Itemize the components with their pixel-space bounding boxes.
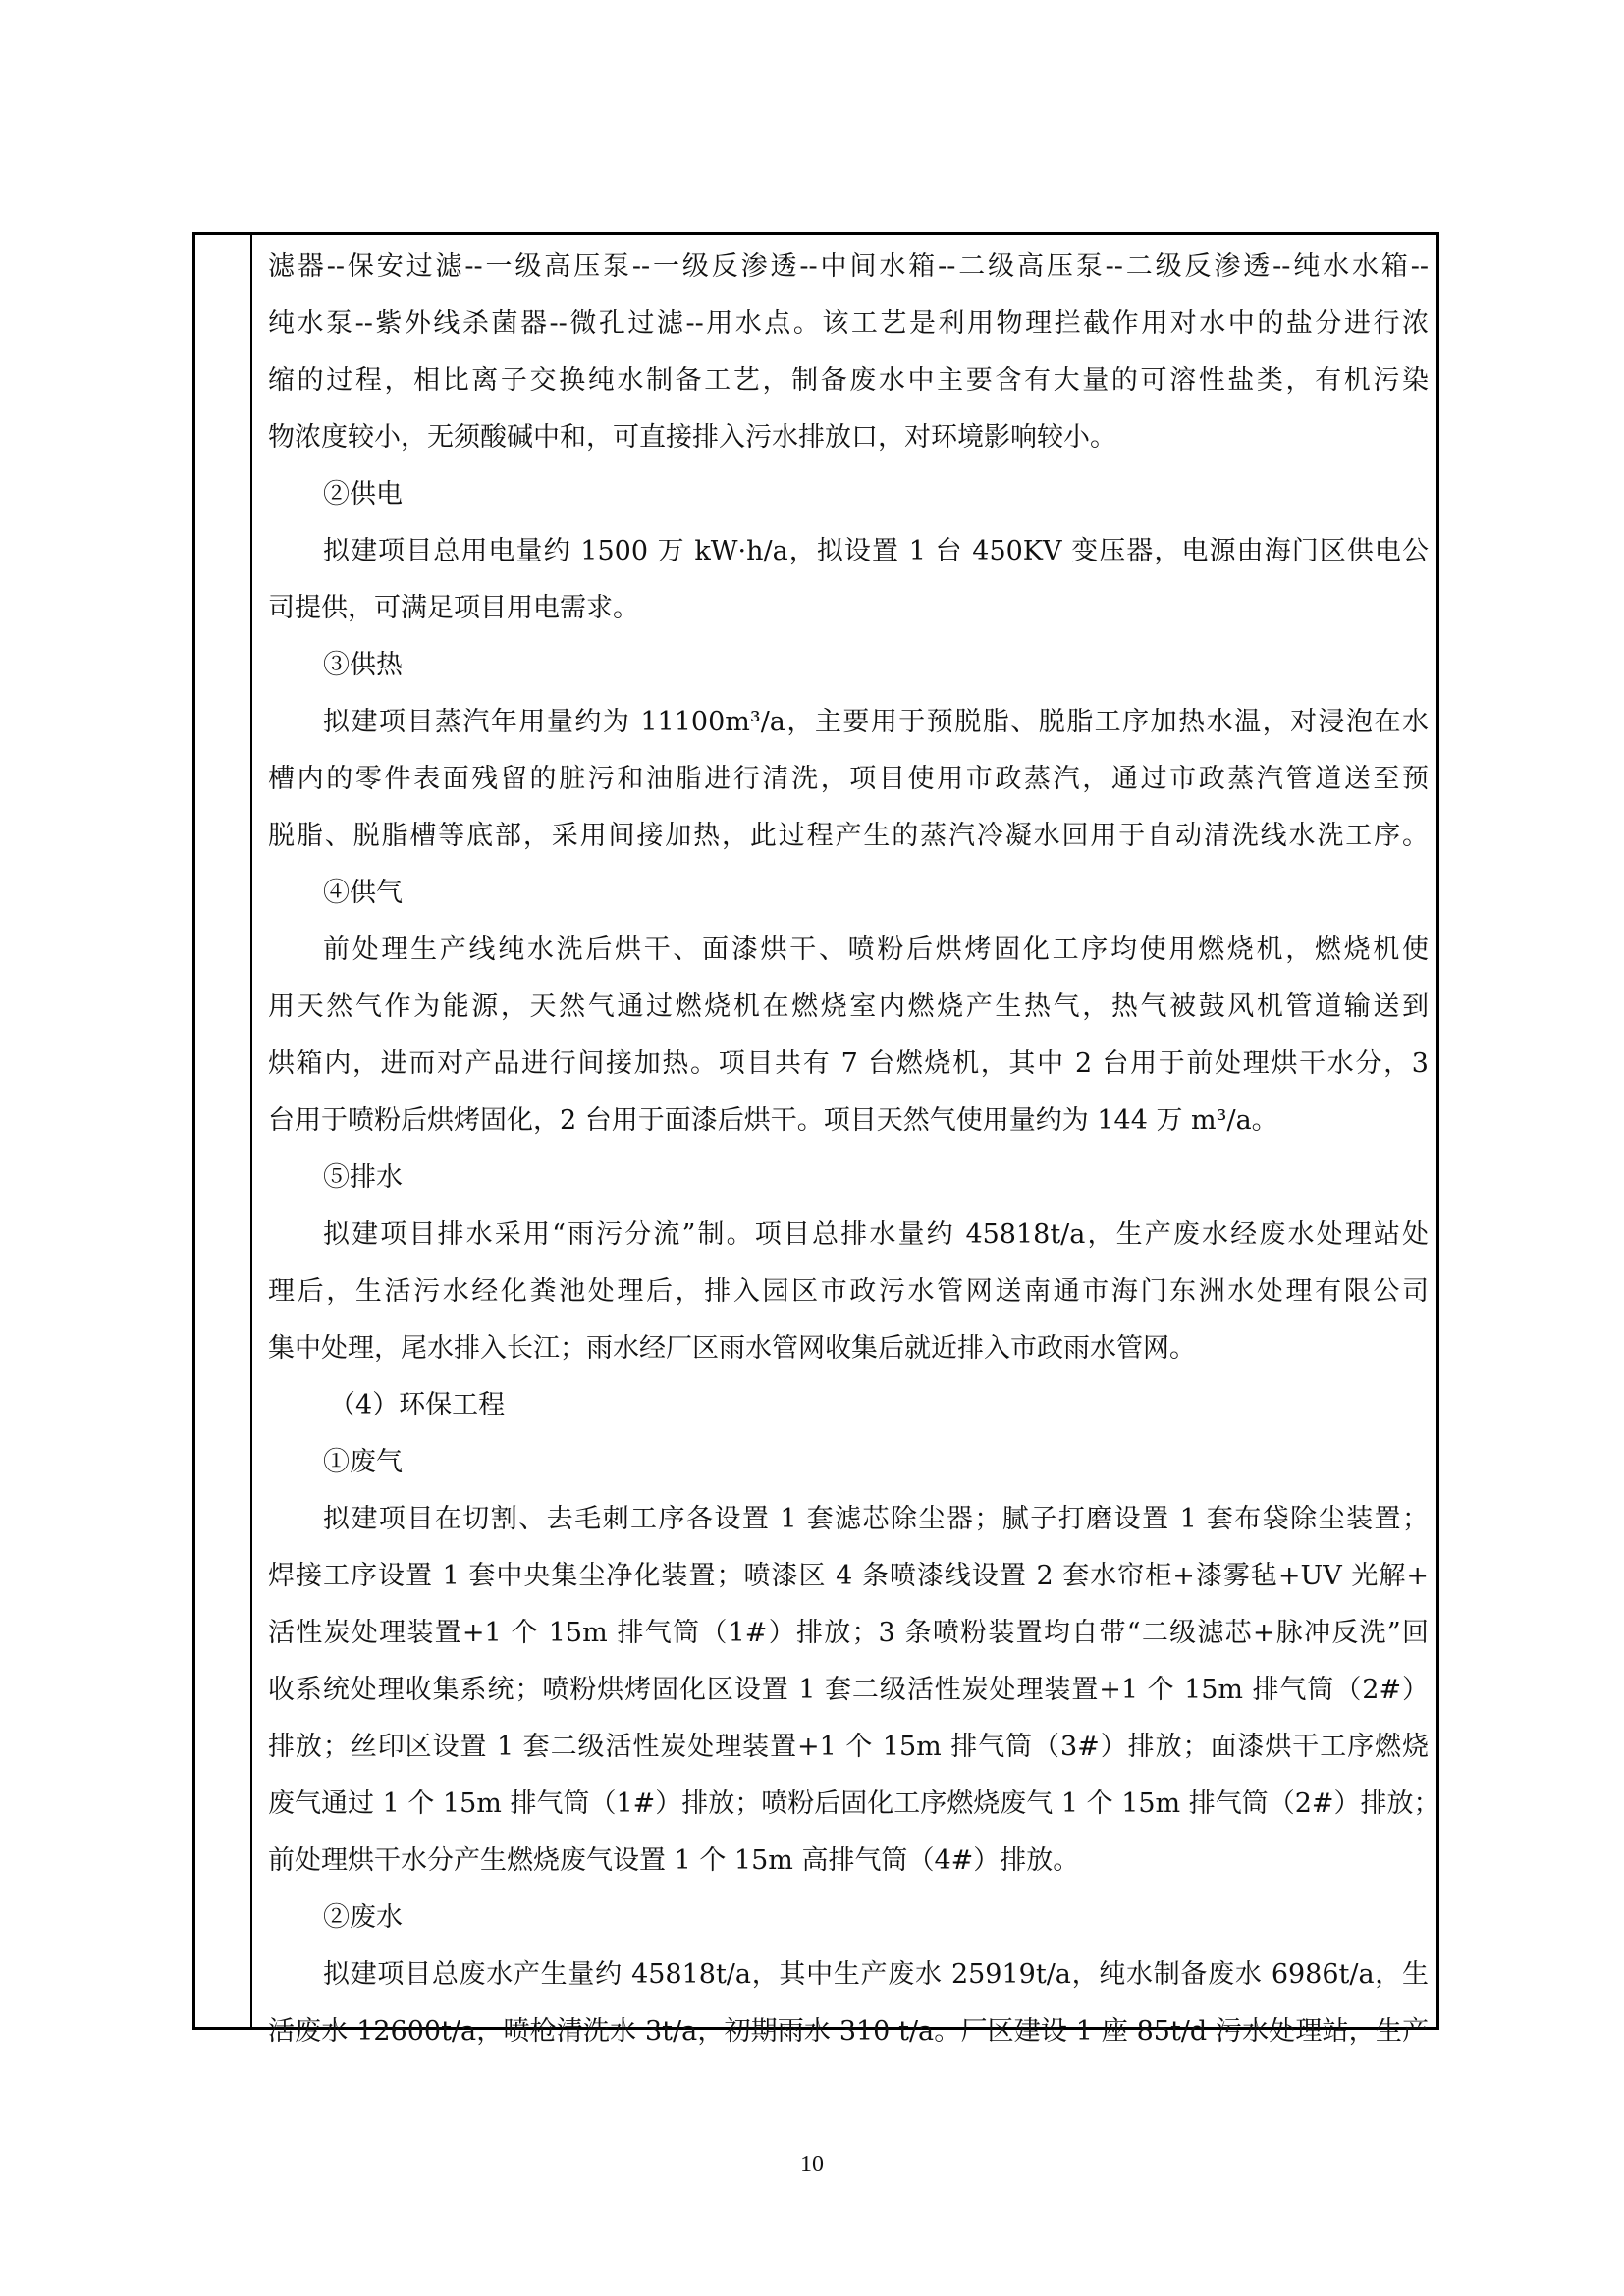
paragraph-line: 脱脂、脱脂槽等底部，采用间接加热，此过程产生的蒸汽冷凝水回用于自动清洗线水洗工序。: [268, 821, 1429, 851]
subsection-heading: （4）环保工程: [329, 1390, 506, 1420]
paragraph-line: 废气通过 1 个 15m 排气筒（1#）排放；喷粉后固化工序燃烧废气 1 个 15m 排气筒（2#）排放；: [268, 1789, 1440, 1819]
paragraph-line: 焊接工序设置 1 套中央集尘净化装置；喷漆区 4 条喷漆线设置 2 套水帘柜+漆雾毡+UV 光解+: [268, 1561, 1429, 1591]
paragraph-line: 拟建项目蒸汽年用量约为 11100m³/a，主要用于预脱脂、脱脂工序加热水温，对浸泡在水: [323, 707, 1429, 737]
document-table: [192, 232, 1440, 2047]
paragraph-line: 收系统处理收集系统；喷粉烘烤固化区设置 1 套二级活性炭处理装置+1 个 15m 排气筒（2#）: [268, 1675, 1429, 1705]
paragraph-line: 排放；丝印区设置 1 套二级活性炭处理装置+1 个 15m 排气筒（3#）排放；面漆烘干工序燃烧: [268, 1732, 1429, 1762]
section-heading: ②废水: [323, 1902, 403, 1933]
section-heading: ①废气: [323, 1447, 403, 1477]
paragraph-line: 拟建项目总废水产生量约 45818t/a，其中生产废水 25919t/a，纯水制备废水 6986t/a，生: [323, 1959, 1429, 1990]
paragraph-line: 滤器--保安过滤--一级高压泵--一级反渗透--中间水箱--二级高压泵--二级反渗透--纯水水箱--: [268, 251, 1429, 282]
section-heading: ④供气: [323, 878, 403, 908]
paragraph-line: 集中处理，尾水排入长江；雨水经厂区雨水管网收集后就近排入市政雨水管网。: [268, 1333, 1196, 1363]
paragraph-line: 用天然气作为能源，天然气通过燃烧机在燃烧室内燃烧产生热气，热气被鼓风机管道输送到: [268, 991, 1429, 1022]
paragraph-line: 槽内的零件表面残留的脏污和油脂进行清洗，项目使用市政蒸汽，通过市政蒸汽管道送至预: [268, 764, 1429, 794]
paragraph-line: 拟建项目总用电量约 1500 万 kW·h/a，拟设置 1 台 450KV 变压器，电源由海门区供电公: [323, 536, 1429, 566]
paragraph-line: 前处理烘干水分产生燃烧废气设置 1 个 15m 高排气筒（4#）排放。: [268, 1845, 1080, 1876]
paragraph-line: 物浓度较小，无须酸碱中和，可直接排入污水排放口，对环境影响较小。: [268, 422, 1116, 453]
paragraph-line: 前处理生产线纯水洗后烘干、面漆烘干、喷粉后烘烤固化工序均使用燃烧机，燃烧机使: [323, 934, 1429, 965]
paragraph-line: 纯水泵--紫外线杀菌器--微孔过滤--用水点。该工艺是利用物理拦截作用对水中的盐分进行浓: [268, 308, 1429, 339]
paragraph-line: 司提供，可满足项目用电需求。: [268, 593, 639, 623]
section-heading: ②供电: [323, 479, 403, 509]
paragraph-line: 缩的过程，相比离子交换纯水制备工艺，制备废水中主要含有大量的可溶性盐类，有机污染: [268, 365, 1429, 396]
paragraph-line: 烘箱内，进而对产品进行间接加热。项目共有 7 台燃烧机，其中 2 台用于前处理烘干水分，3: [268, 1048, 1429, 1079]
page-number: 10: [800, 2152, 824, 2177]
paragraph-line: 活废水 12600t/a，喷枪清洗水 3t/a，初期雨水 310 t/a。厂区建设 1 座 85t/d 污水处理站，生产: [268, 2016, 1429, 2047]
section-heading: ⑤排水: [323, 1162, 403, 1193]
paragraph-line: 拟建项目在切割、去毛刺工序各设置 1 套滤芯除尘器；腻子打磨设置 1 套布袋除尘装置；: [323, 1504, 1429, 1534]
paragraph-line: 拟建项目排水采用“雨污分流”制。项目总排水量约 45818t/a，生产废水经废水处理站处: [323, 1219, 1429, 1250]
paragraph-line: 活性炭处理装置+1 个 15m 排气筒（1#）排放；3 条喷粉装置均自带“二级滤芯+脉冲反洗”回: [268, 1618, 1429, 1648]
paragraph-line: 理后，生活污水经化粪池处理后，排入园区市政污水管网送南通市海门东洲水处理有限公司: [268, 1276, 1429, 1307]
left-label-column: [195, 235, 252, 2027]
paragraph-line: 台用于喷粉后烘烤固化，2 台用于面漆后烘干。项目天然气使用量约为 144 万 m³/a。: [268, 1105, 1278, 1136]
section-heading: ③供热: [323, 650, 403, 680]
content-cell: [256, 235, 1440, 2047]
